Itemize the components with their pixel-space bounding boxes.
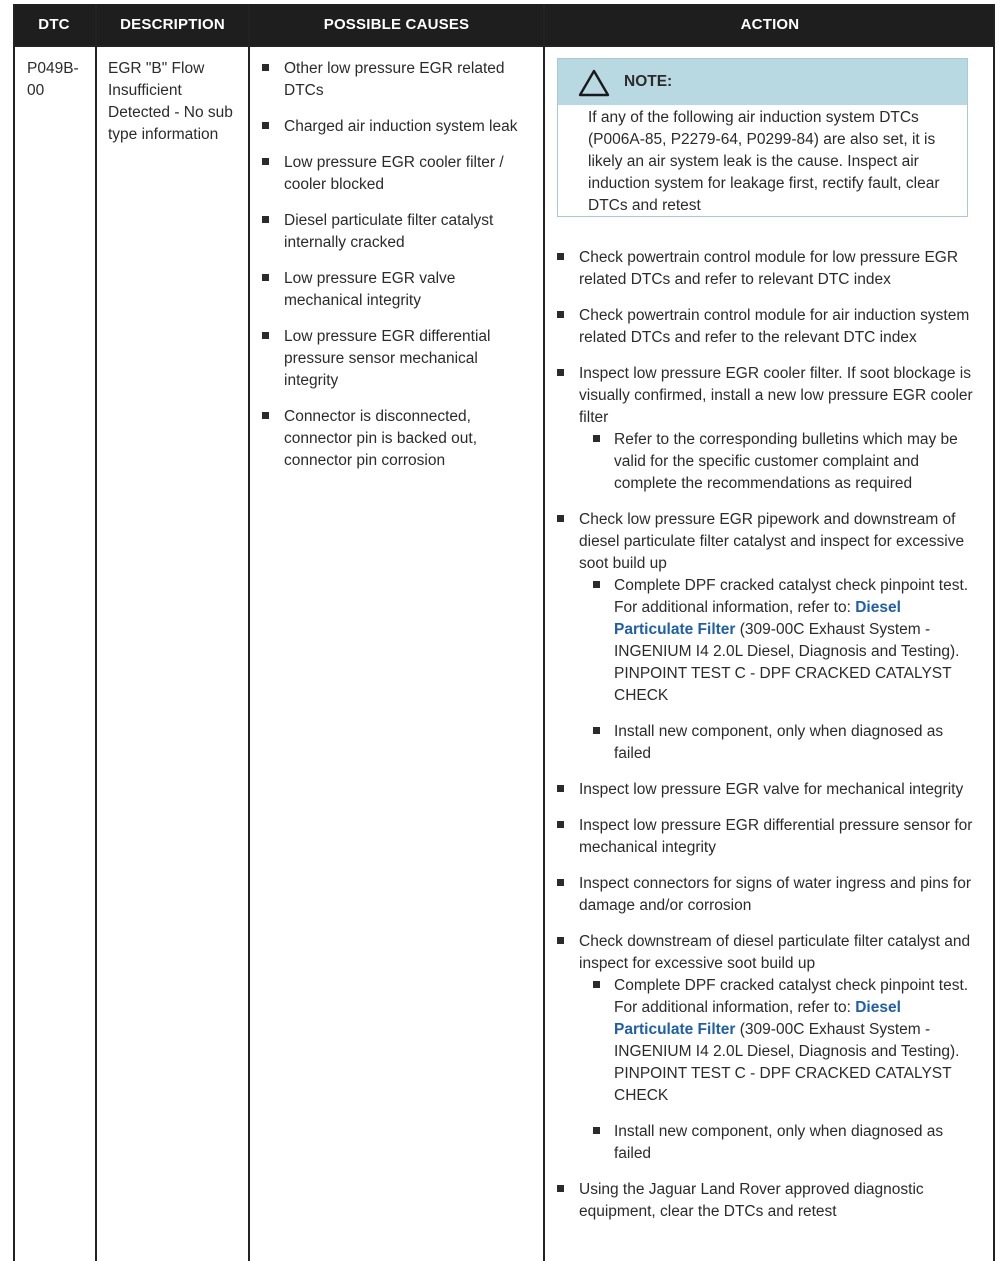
action-text: Inspect low pressure EGR differential pressure sensor for mechanical integrity (579, 817, 973, 856)
list-item: Other low pressure EGR related DTCs (262, 58, 532, 102)
action-text: Check powertrain control module for low pressure EGR related DTCs and refer to relevant DTC index (579, 249, 959, 288)
list-item (557, 815, 982, 859)
header-possible-causes: POSSIBLE CAUSES (323, 16, 470, 33)
possible-causes-list (262, 58, 532, 486)
sub-item-text: Complete DPF cracked catalyst check pinpoint test. For additional information, refer to: (614, 577, 969, 616)
list-item (557, 509, 982, 765)
action-text: Inspect low pressure EGR valve for mechanical integrity (579, 781, 964, 798)
action-list (557, 247, 982, 1237)
dtc-table (13, 4, 995, 1261)
list-item: Low pressure EGR valve mechanical integrity (262, 268, 532, 312)
list-item: Low pressure EGR cooler filter / cooler blocked (262, 152, 532, 196)
column-border (543, 4, 545, 1261)
list-item: Low pressure EGR differential pressure sensor mechanical integrity (262, 326, 532, 392)
column-border (993, 4, 995, 1261)
note-box (557, 58, 968, 217)
list-item (557, 779, 982, 801)
sub-item-text: (309-00C Exhaust System - INGENIUM I4 2.0L Diesel, Diagnosis and Testing). PINPOINT TEST C - DPF CRACKED CATALYST CHECK (614, 1021, 960, 1104)
header-action: ACTION (740, 16, 800, 33)
note-title: NOTE: (624, 73, 673, 90)
list-item: Connector is disconnected, connector pin is backed out, connector pin corrosion (262, 406, 532, 472)
list-item (557, 931, 982, 1165)
action-text: Inspect connectors for signs of water ingress and pins for damage and/or corrosion (579, 875, 972, 914)
list-item: Diesel particulate filter catalyst internally cracked (262, 210, 532, 254)
header-dtc: DTC (38, 16, 70, 33)
dtc-description: EGR "B" Flow Insufficient Detected - No sub type information (108, 60, 233, 143)
note-header (558, 59, 967, 105)
sub-list-item (579, 975, 982, 1107)
sub-list (579, 429, 982, 495)
action-text: Check powertrain control module for air induction system related DTCs and refer to the relevant DTC index (579, 307, 970, 346)
warning-triangle-icon (578, 69, 610, 97)
list-item (557, 247, 982, 291)
header-bottom-border (13, 45, 995, 47)
list-item (557, 363, 982, 495)
diesel-particulate-filter-link[interactable]: Diesel Particulate Filter (614, 999, 901, 1038)
sub-item-text: Complete DPF cracked catalyst check pinpoint test. For additional information, refer to: (614, 977, 969, 1016)
dtc-code: P049B-00 (27, 60, 79, 99)
sub-list-item: Refer to the corresponding bulletins which may be valid for the specific customer complaint and complete the recommendations as required (579, 429, 982, 495)
list-item (557, 305, 982, 349)
header-description: DESCRIPTION (120, 16, 225, 33)
table-header (13, 4, 995, 45)
sub-list (579, 975, 982, 1165)
list-item (557, 873, 982, 917)
list-item (557, 1179, 982, 1223)
list-item: Charged air induction system leak (262, 116, 532, 138)
sub-list-item: Install new component, only when diagnosed as failed (579, 721, 982, 765)
action-text: Check downstream of diesel particulate filter catalyst and inspect for excessive soot build up (579, 933, 971, 972)
column-border (13, 4, 15, 1261)
action-text: Check low pressure EGR pipework and downstream of diesel particulate filter catalyst and inspect for excessive soot build up (579, 511, 965, 572)
column-border (248, 4, 250, 1261)
action-text: Using the Jaguar Land Rover approved diagnostic equipment, clear the DTCs and retest (579, 1181, 924, 1220)
note-text: If any of the following air induction system DTCs (P006A-85, P2279-64, P0299-84) are also set, it is likely an air system leak is the cause. Inspect air induction system for leakage first, rectify fault, clear DTCs and retest (588, 109, 940, 214)
sub-list-item: Install new component, only when diagnosed as failed (579, 1121, 982, 1165)
sub-item-text: (309-00C Exhaust System - INGENIUM I4 2.0L Diesel, Diagnosis and Testing). PINPOINT TEST C - DPF CRACKED CATALYST CHECK (614, 621, 960, 704)
sub-list-item (579, 575, 982, 707)
diesel-particulate-filter-link[interactable]: Diesel Particulate Filter (614, 599, 901, 638)
column-border (95, 4, 97, 1261)
action-text: Inspect low pressure EGR cooler filter. If soot blockage is visually confirmed, install a new low pressure EGR cooler filter (579, 365, 973, 426)
sub-list (579, 575, 982, 765)
